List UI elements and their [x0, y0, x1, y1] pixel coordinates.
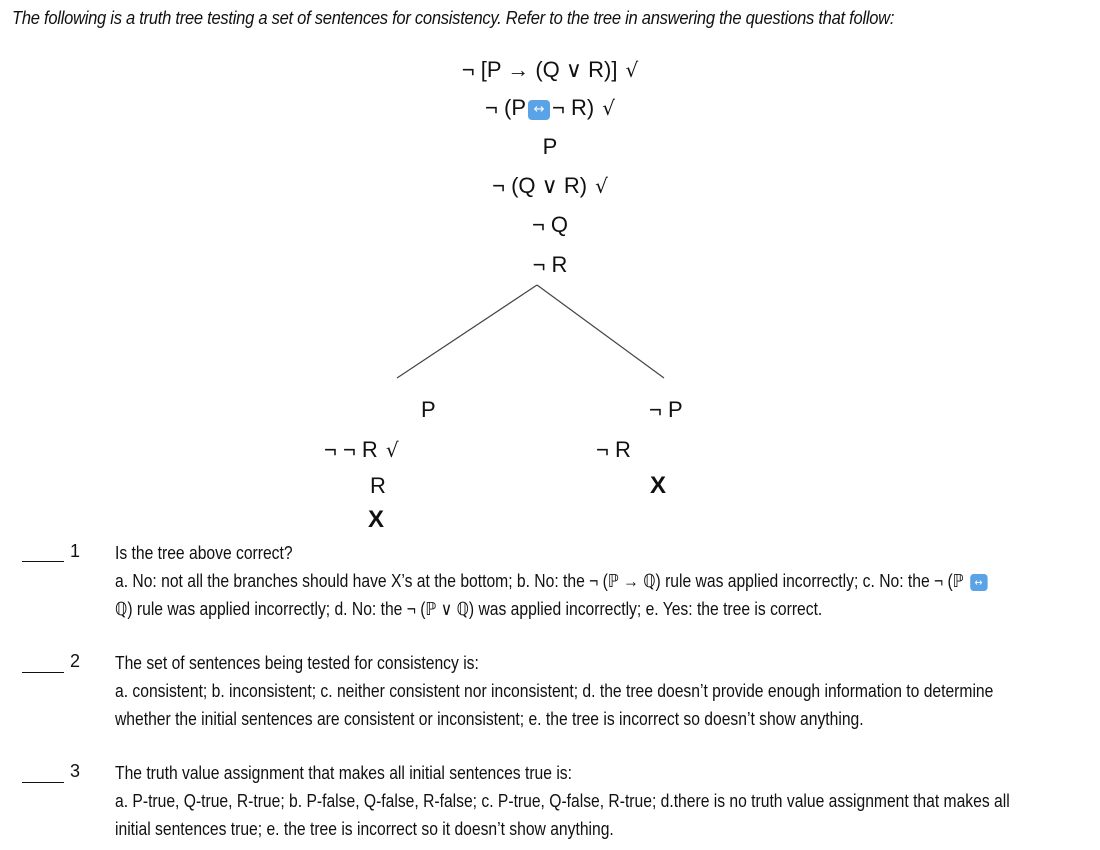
left-branch-line	[397, 285, 537, 378]
right-branch-not-p: ¬ P	[649, 397, 683, 422]
question-1	[115, 539, 1100, 623]
check-icon: √	[625, 58, 639, 82]
answer-blank-2[interactable]	[22, 672, 64, 673]
question-3-answers: a. P-true, Q-true, R-true; b. P-false, Q-false, R-false; c. P-true, Q-false, R-true; d.there is no truth value assignment that makes all	[115, 791, 1010, 811]
tree-line-3: P	[542, 134, 558, 159]
question-1-answers-part-a: a. No: not all the branches should have X’s at the bottom; b. No: the ¬ (ℙ → ℚ) rule was applied incorrectly; c. No: the ¬ (ℙ	[115, 571, 964, 591]
check-icon: √	[595, 174, 608, 198]
question-number-2: 2	[70, 651, 81, 671]
question-1-prompt: Is the tree above correct?	[115, 543, 293, 563]
answer-blank-3[interactable]	[22, 782, 64, 783]
tree-line-2-right: ¬ R)	[552, 95, 595, 120]
left-branch-double-negation-text: ¬ ¬ R	[324, 437, 378, 462]
check-icon: √	[385, 438, 399, 462]
question-1-answers-cont: ℚ) rule was applied incorrectly; d. No: the ¬ (ℙ ∨ ℚ) was applied incorrectly; e. Yes: the tree is correct.	[115, 599, 823, 619]
left-branch-r: R	[370, 473, 386, 498]
left-branch-p: P	[421, 397, 436, 422]
right-branch-not-r: ¬ R	[596, 437, 631, 462]
question-2-prompt: The set of sentences being tested for consistency is:	[115, 653, 479, 673]
tree-line-4	[0, 172, 1100, 200]
question-2	[115, 649, 1100, 733]
tree-line-1	[0, 56, 1100, 84]
question-1-answers	[115, 567, 1100, 595]
tree-line-4-text: ¬ (Q ∨ R)	[492, 173, 588, 198]
question-2-answers: a. consistent; b. inconsistent; c. neither consistent nor inconsistent; d. the tree doesn’t provide enough information to determine	[115, 681, 994, 701]
left-branch-double-negation	[324, 436, 399, 464]
tree-line-5: ¬ Q	[531, 212, 569, 237]
answer-blank-1[interactable]	[22, 561, 64, 562]
question-2-answers-cont: whether the initial sentences are consistent or inconsistent; e. the tree is incorrect so doesn’t show anything.	[115, 709, 864, 729]
question-number-3: 3	[70, 761, 81, 781]
tree-line-2	[0, 94, 1100, 122]
right-branch-closed-x: X	[650, 472, 667, 499]
right-branch-line	[537, 285, 664, 378]
tree-line-1-text: ¬ [P → (Q ∨ R)]	[461, 57, 618, 82]
tree-line-6: ¬ R	[532, 252, 568, 277]
left-branch-closed-x: X	[368, 506, 385, 533]
biconditional-icon: ↔	[970, 574, 987, 591]
question-3-answers-cont: initial sentences true; e. the tree is incorrect so it doesn’t show anything.	[115, 819, 614, 839]
question-3-prompt: The truth value assignment that makes all initial sentences true is:	[115, 763, 572, 783]
tree-line-2-left: ¬ (P	[485, 95, 527, 120]
check-icon: √	[602, 96, 615, 120]
biconditional-icon: ↔	[528, 100, 550, 120]
question-3	[115, 759, 1100, 843]
question-number-1: 1	[70, 541, 81, 561]
intro-text: The following is a truth tree testing a set of sentences for consistency. Refer to the tree in answering the questions that follow:	[12, 8, 895, 28]
